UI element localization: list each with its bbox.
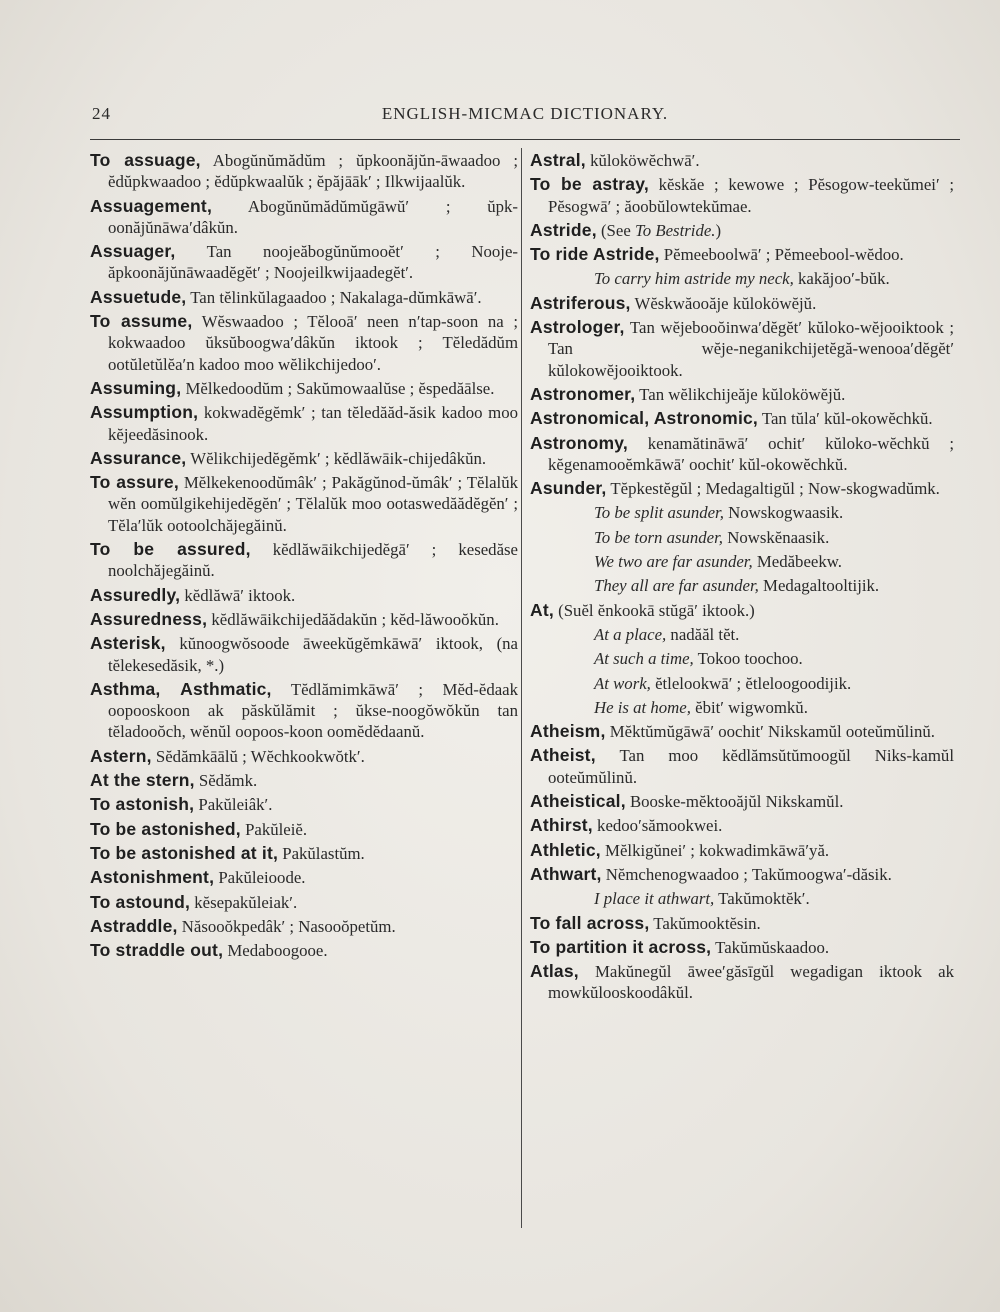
dictionary-entry: [530, 433, 954, 476]
headword: Astraddle,: [90, 915, 178, 936]
dictionary-subentry: [530, 697, 954, 718]
headword: Assumption,: [90, 402, 199, 423]
dictionary-entry: [530, 937, 954, 958]
headword: Asunder,: [530, 478, 607, 499]
dictionary-entry: [530, 150, 954, 171]
definition: Mĕlkedoodŭm ; Sakŭmowaalŭse ; ĕspedăālse.: [181, 378, 495, 398]
headword: Assuagement,: [90, 195, 213, 216]
dictionary-entry: [90, 472, 518, 536]
headword: Atheist,: [530, 745, 596, 766]
headword: Astriferous,: [530, 292, 631, 313]
dictionary-entry: [90, 843, 518, 864]
headword: To be astonished at it,: [90, 842, 279, 863]
example-phrase: They all are far asunder,: [594, 576, 759, 596]
definition: Nowskogwaasik.: [723, 503, 844, 523]
headword: Athletic,: [530, 839, 601, 860]
dictionary-entry: [90, 287, 518, 308]
definition: Wĕswaadoo ; Tĕlooā′ neen n′tap-soon na ; kokwaadoo ŭksŭboogwa′dâkŭn iktook ; Tĕledădŭm ootŭletŭlĕa′n kadoo moo wĕlikchijedoo′.: [108, 312, 518, 374]
running-title: ENGLISH-MICMAC DICTIONARY.: [381, 104, 669, 123]
column-divider: [521, 148, 522, 1228]
dictionary-entry: [90, 746, 518, 767]
headword: To assure,: [90, 472, 179, 493]
dictionary-subentry: [530, 268, 954, 289]
definition: Mĕlkekenoodŭmâk′ ; Pakăgŭnod-ŭmâk′ ; Tĕlalŭk wĕn oomŭlgikehijedĕgĕn′ ; Tĕlalŭk moo ootaswedăădĕgĕn′ ; Tĕla′lŭk ootoolchăjegăinŭ.: [108, 473, 518, 535]
page-number: 24: [92, 104, 111, 123]
definition: Wĕlikchijedĕgĕmk′ ; kĕdlăwāik-chijedâkŭn.: [186, 448, 487, 468]
dictionary-subentry: [530, 527, 954, 548]
dictionary-entry: [530, 864, 954, 885]
dictionary-entry: [90, 940, 518, 961]
headword: To ride Astride,: [530, 244, 660, 265]
definition: kĕdlăwāikchijedăădakŭn ; kĕd-lăwooŏkŭn.: [207, 609, 499, 629]
definition: Sĕdămk.: [194, 771, 258, 791]
example-phrase: To carry him astride my neck,: [594, 269, 794, 289]
definition: kokwadĕgĕmk′ ; tan tĕledăăd-ăsik kadoo moo kĕjeedăsinook.: [108, 403, 518, 444]
definition: Takŭmŭskaadoo.: [711, 937, 830, 957]
dictionary-entry: [90, 867, 518, 888]
definition: Mĕktŭmŭgāwā′ oochit′ Nikskamŭl ooteŭmŭlinŭ.: [605, 722, 935, 742]
dictionary-entry: [90, 311, 518, 375]
dictionary-entry: [90, 448, 518, 469]
definition: nadăăl tĕt.: [666, 624, 740, 644]
left-column: [90, 150, 518, 964]
definition: Năsooŏkpedâk′ ; Nasooŏpetŭm.: [177, 916, 396, 936]
dictionary-subentry: [530, 502, 954, 523]
dictionary-entry: [530, 384, 954, 405]
definition: Medagaltooltijik.: [758, 576, 880, 596]
definition: Booske-mĕktooăjŭl Nikskamŭl.: [625, 792, 844, 812]
headword: Assuming,: [90, 377, 182, 398]
definition: kĕdlăwā′ iktook.: [180, 585, 296, 605]
definition: Makŭnegŭl āwee′găsīgŭl wegadigan iktook ak mowkŭlooskoodâkŭl.: [548, 962, 954, 1003]
dictionary-subentry: [530, 673, 954, 694]
definition: Tokoo toochoo.: [693, 649, 803, 669]
definition: ĕbit′ wigwomkŭ.: [690, 697, 808, 717]
definition: Pakŭleiâk′.: [194, 795, 273, 815]
definition: Tan moo kĕdlămsŭtŭmoogŭl Niks-kamŭl ooteŭmŭlinŭ.: [548, 746, 954, 787]
dictionary-entry: [90, 770, 518, 791]
headword: Assuetude,: [90, 286, 187, 307]
dictionary-entry: [90, 916, 518, 937]
definition: Takŭmooktĕsin.: [649, 913, 761, 933]
example-phrase: At a place,: [594, 624, 667, 644]
definition: kĕskăe ; kewowe ; Pĕsogow-teekŭmei′ ; Pĕsogwā′ ; ăoobŭlowtekŭmae.: [548, 175, 954, 216]
dictionary-entry: [530, 840, 954, 861]
dictionary-entry: [530, 317, 954, 381]
definition: Pakŭlastŭm.: [278, 843, 365, 863]
definition: Tan noojeăbogŭnŭmooĕt′ ; Nooje-ăpkoonăjŭnāwaadĕgĕt′ ; Noojeilkwijaadegĕt′.: [108, 242, 518, 283]
dictionary-entry: [530, 815, 954, 836]
dictionary-entry: [530, 791, 954, 812]
definition: kenamătināwā′ ochit′ kŭloko-wĕchkŭ ; kĕgenamooĕmkāwā′ oochit′ kŭl-okowĕchkŭ.: [548, 433, 954, 474]
definition: kŭnoogwŏsoode āweekŭgĕmkāwā′ iktook, (na tĕlekesedăsik, *.): [108, 634, 518, 675]
example-phrase: At work,: [594, 673, 651, 693]
definition: Sĕdămkāālŭ ; Wĕchkookwŏtk′.: [151, 746, 365, 766]
dictionary-entry: [530, 478, 954, 499]
definition: Tan tĕlinkŭlagaadoo ; Nakalaga-dŭmkāwā′.: [186, 287, 482, 307]
dictionary-entry: [90, 892, 518, 913]
dictionary-entry: [530, 961, 954, 1004]
definition: Tĕpkestĕgŭl ; Medagaltigŭl ; Now-skogwadŭmk.: [606, 479, 940, 499]
definition: Tĕdlămimkāwā′ ; Mĕd-ĕdaak oopooskoon ak păskŭlămit ; ŭkse-noogŏwŏkŭn tan tĕladooŏch, wĕnŭl oopoos-koon oomĕdĕdaanŭ.: [108, 679, 518, 742]
definition: kĕdlăwāikchijedĕgā′ ; kesedăse noolchăjegăinŭ.: [108, 540, 518, 581]
headword: Astronomer,: [530, 383, 636, 404]
definition: (Suĕl ĕnkookā stŭgā′ iktook.): [553, 600, 755, 620]
dictionary-subentry: [530, 888, 954, 909]
headword: Assuager,: [90, 241, 176, 262]
headword: Astral,: [530, 150, 586, 170]
headword: Astronomy,: [530, 432, 628, 453]
example-phrase: I place it athwart,: [594, 889, 715, 909]
dictionary-entry: [90, 241, 518, 284]
dictionary-entry: [530, 721, 954, 742]
headword: At the stern,: [90, 770, 195, 791]
example-phrase: To be split asunder,: [594, 503, 724, 523]
definition: Wĕskwăooăje kŭloköwĕjŭ.: [630, 293, 817, 313]
dictionary-entry: [90, 794, 518, 815]
dictionary-entry: [90, 539, 518, 582]
headword: Asterisk,: [90, 633, 166, 654]
definition: kŭloköwĕchwā′.: [585, 151, 700, 170]
headword: Astride,: [530, 219, 597, 240]
dictionary-entry: [90, 633, 518, 676]
right-column: [530, 150, 954, 1007]
dictionary-entry: [530, 244, 954, 265]
example-phrase: To be torn asunder,: [594, 527, 723, 547]
example-phrase: He is at home,: [594, 697, 691, 717]
definition-tail: ): [715, 220, 722, 240]
definition: Nĕmchenogwaadoo ; Takŭmoogwa′-dăsik.: [601, 864, 892, 884]
headword: Assuredly,: [90, 584, 181, 605]
headword: To astound,: [90, 891, 191, 912]
dictionary-entry: [90, 585, 518, 606]
example-phrase: We two are far asunder,: [594, 552, 753, 572]
headword: To straddle out,: [90, 940, 224, 961]
headword: To fall across,: [530, 912, 650, 933]
definition: Takŭmoktĕk′.: [714, 889, 810, 909]
headword: Atheistical,: [530, 791, 626, 812]
definition: Tan wĕlikchijeăje kŭloköwĕjŭ.: [635, 384, 846, 404]
definition: ĕtlelookwā′ ; ĕtleloogoodijik.: [650, 673, 852, 693]
headword: Astrologer,: [530, 317, 625, 338]
headword: Astonishment,: [90, 867, 215, 888]
dictionary-entry: [530, 293, 954, 314]
headword: To partition it across,: [530, 936, 712, 957]
dictionary-subentry: [530, 551, 954, 572]
running-head: [90, 104, 960, 130]
definition: kakăjoo′-bŭk.: [793, 269, 890, 289]
definition: Abogŭnŭmădŭmŭgāwŭ′ ; ŭpk-oonăjŭnāwa′dâkŭn.: [108, 196, 518, 237]
headword: To assuage,: [90, 150, 201, 170]
definition: Pĕmeeboolwā′ ; Pĕmeebool-wĕdoo.: [659, 245, 904, 265]
definition: Tan wĕjebooŏinwa′dĕgĕt′ kŭloko-wĕjooiktook ; Tan wĕje-neganikchijetĕgă-wenooa′dĕgĕt′ kŭlokowĕjooiktook.: [548, 318, 954, 380]
definition: Medăbeekw.: [752, 552, 842, 572]
dictionary-entry: [90, 402, 518, 445]
headword: Assuredness,: [90, 608, 208, 629]
headword: At,: [530, 599, 554, 620]
headword: To be astonished,: [90, 818, 241, 839]
headword: Athirst,: [530, 815, 593, 836]
headword: Astronomical, Astronomic,: [530, 408, 758, 429]
definition: Mĕlkigŭnei′ ; kokwadimkāwā′yă.: [600, 840, 830, 860]
definition: kĕsepakŭleiak′.: [190, 892, 298, 912]
definition: Medaboogooe.: [223, 941, 328, 961]
dictionary-subentry: [530, 648, 954, 669]
headword: To astonish,: [90, 794, 195, 815]
headword: To be assured,: [90, 539, 251, 560]
headword: Atheism,: [530, 721, 606, 742]
definition: Tan tŭla′ kŭl-okowĕchkŭ.: [758, 409, 933, 429]
header-rule: [90, 139, 960, 140]
dictionary-entry: [530, 745, 954, 788]
headword: To be astray,: [530, 174, 649, 195]
headword: To assume,: [90, 311, 193, 332]
dictionary-entry: [530, 408, 954, 429]
headword: Athwart,: [530, 863, 602, 884]
headword: Asthma, Asthmatic,: [90, 678, 272, 699]
dictionary-entry: [530, 913, 954, 934]
dictionary-entry: [530, 174, 954, 217]
definition: kedoo′sămookwei.: [592, 816, 723, 836]
definition: Nowskĕnaasik.: [723, 527, 830, 547]
definition: Abogŭnŭmădŭm ; ŭpkoonăjŭn-āwaadoo ; ĕdŭpkwaadoo ; ĕdŭpkwaalŭk ; ĕpăjāāk′ ; Ilkwijaalŭk.: [108, 151, 518, 192]
dictionary-subentry: [530, 624, 954, 645]
cross-reference: To Bestride.: [634, 220, 716, 240]
dictionary-entry: [90, 378, 518, 399]
headword: Atlas,: [530, 961, 579, 982]
dictionary-subentry: [530, 575, 954, 596]
headword: Assurance,: [90, 447, 187, 468]
definition: Pakŭleioode.: [214, 868, 306, 888]
dictionary-entry: [90, 196, 518, 239]
dictionary-entry: [90, 150, 518, 193]
dictionary-entry: [90, 679, 518, 743]
dictionary-entry: [90, 609, 518, 630]
dictionary-entry: [90, 819, 518, 840]
dictionary-entry: [530, 220, 954, 241]
headword: Astern,: [90, 745, 152, 766]
definition: Pakŭleiĕ.: [240, 819, 308, 839]
definition: (See: [596, 220, 635, 240]
dictionary-entry: [530, 600, 954, 621]
example-phrase: At such a time,: [594, 649, 694, 669]
